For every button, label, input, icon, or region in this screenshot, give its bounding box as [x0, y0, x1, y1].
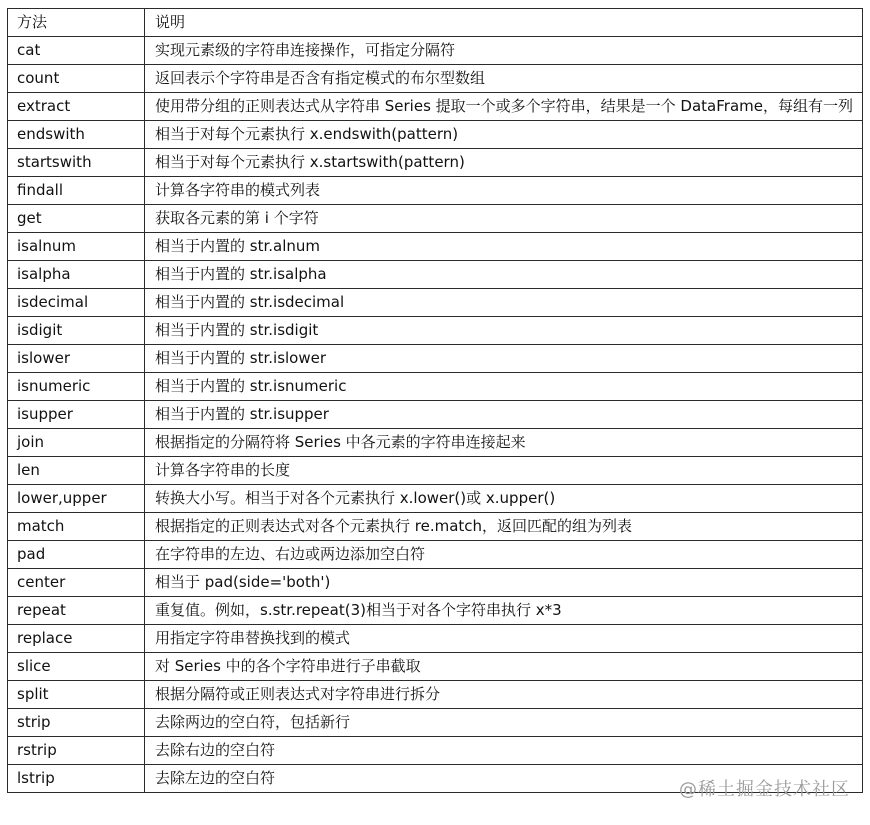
method-cell: isnumeric [8, 373, 145, 401]
description-cell: 根据指定的正则表达式对各个元素执行 re.match，返回匹配的组为列表 [145, 513, 863, 541]
table-row [8, 681, 863, 709]
method-cell: lower,upper [8, 485, 145, 513]
table-row [8, 261, 863, 289]
method-cell: isdigit [8, 317, 145, 345]
description-cell: 使用带分组的正则表达式从字符串 Series 提取一个或多个字符串，结果是一个 DataFrame，每组有一列 [145, 93, 863, 121]
table-body [8, 37, 863, 793]
table-row [8, 345, 863, 373]
description-cell: 用指定字符串替换找到的模式 [145, 625, 863, 653]
table-row [8, 65, 863, 93]
method-cell: lstrip [8, 765, 145, 793]
description-cell: 转换大小写。相当于对各个元素执行 x.lower()或 x.upper() [145, 485, 863, 513]
description-cell: 相当于对每个元素执行 x.startswith(pattern) [145, 149, 863, 177]
method-cell: rstrip [8, 737, 145, 765]
method-cell: findall [8, 177, 145, 205]
method-cell: slice [8, 653, 145, 681]
method-cell: get [8, 205, 145, 233]
description-cell: 获取各元素的第 i 个字符 [145, 205, 863, 233]
method-cell: len [8, 457, 145, 485]
table-row [8, 625, 863, 653]
description-cell: 相当于对每个元素执行 x.endswith(pattern) [145, 121, 863, 149]
table-row [8, 429, 863, 457]
table-row [8, 737, 863, 765]
table-row [8, 37, 863, 65]
method-cell: join [8, 429, 145, 457]
description-cell: 实现元素级的字符串连接操作，可指定分隔符 [145, 37, 863, 65]
description-cell: 相当于内置的 str.isdigit [145, 317, 863, 345]
table-row [8, 149, 863, 177]
description-cell: 重复值。例如，s.str.repeat(3)相当于对各个字符串执行 x*3 [145, 597, 863, 625]
table-row [8, 541, 863, 569]
description-cell: 根据分隔符或正则表达式对字符串进行拆分 [145, 681, 863, 709]
description-cell: 相当于 pad(side='both') [145, 569, 863, 597]
description-cell: 根据指定的分隔符将 Series 中各元素的字符串连接起来 [145, 429, 863, 457]
description-cell: 相当于内置的 str.isdecimal [145, 289, 863, 317]
method-cell: pad [8, 541, 145, 569]
description-cell: 去除左边的空白符 [145, 765, 863, 793]
method-cell: repeat [8, 597, 145, 625]
method-cell: isalnum [8, 233, 145, 261]
description-cell: 去除两边的空白符，包括新行 [145, 709, 863, 737]
description-cell: 相当于内置的 str.islower [145, 345, 863, 373]
header-method: 方法 [8, 9, 145, 37]
header-description: 说明 [145, 9, 863, 37]
method-cell: islower [8, 345, 145, 373]
table-header-row [8, 9, 863, 37]
method-cell: strip [8, 709, 145, 737]
method-cell: replace [8, 625, 145, 653]
description-cell: 相当于内置的 str.isupper [145, 401, 863, 429]
table-row [8, 401, 863, 429]
table-row [8, 569, 863, 597]
table-row [8, 653, 863, 681]
table-row [8, 373, 863, 401]
table-row [8, 93, 863, 121]
method-cell: isalpha [8, 261, 145, 289]
description-cell: 返回表示个字符串是否含有指定模式的布尔型数组 [145, 65, 863, 93]
description-cell: 相当于内置的 str.alnum [145, 233, 863, 261]
watermark: @稀土掘金技术社区 [679, 779, 850, 800]
method-cell: isupper [8, 401, 145, 429]
description-cell: 在字符串的左边、右边或两边添加空白符 [145, 541, 863, 569]
method-cell: isdecimal [8, 289, 145, 317]
table-row [8, 485, 863, 513]
table-row [8, 709, 863, 737]
description-cell: 计算各字符串的模式列表 [145, 177, 863, 205]
table-row [8, 205, 863, 233]
table-row [8, 177, 863, 205]
method-cell: endswith [8, 121, 145, 149]
table-row [8, 233, 863, 261]
table-row [8, 317, 863, 345]
method-cell: count [8, 65, 145, 93]
string-methods-table [7, 8, 863, 793]
table-row [8, 121, 863, 149]
method-cell: match [8, 513, 145, 541]
method-cell: split [8, 681, 145, 709]
table-row [8, 457, 863, 485]
method-cell: cat [8, 37, 145, 65]
method-cell: center [8, 569, 145, 597]
method-cell: startswith [8, 149, 145, 177]
description-cell: 计算各字符串的长度 [145, 457, 863, 485]
description-cell: 相当于内置的 str.isnumeric [145, 373, 863, 401]
table-row [8, 597, 863, 625]
description-cell: 去除右边的空白符 [145, 737, 863, 765]
description-cell: 对 Series 中的各个字符串进行子串截取 [145, 653, 863, 681]
table-row [8, 289, 863, 317]
table-row [8, 513, 863, 541]
description-cell: 相当于内置的 str.isalpha [145, 261, 863, 289]
method-cell: extract [8, 93, 145, 121]
